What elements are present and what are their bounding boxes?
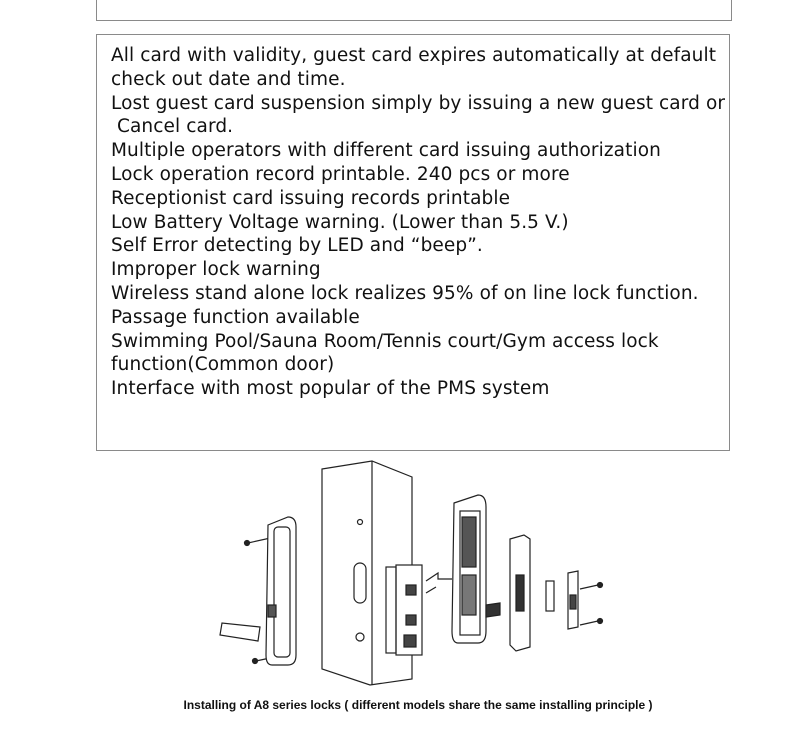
strike-box xyxy=(510,535,530,651)
feature-line: Interface with most popular of the PMS system xyxy=(111,378,550,400)
strike-plate xyxy=(546,571,578,629)
outer-handle-panel xyxy=(220,517,296,665)
feature-line: All card with validity, guest card expires automatically at default xyxy=(111,45,717,66)
top-frame xyxy=(96,0,732,21)
feature-line: Self Error detecting by LED and “beep”. xyxy=(111,235,483,257)
feature-line: Lock operation record printable. 240 pcs or more xyxy=(111,163,570,185)
feature-line: Passage function available xyxy=(111,306,360,328)
feature-line: check out date and time. xyxy=(111,68,346,90)
inner-lock-panel xyxy=(452,495,500,643)
feature-line: Improper lock warning xyxy=(111,259,321,281)
feature-line: Swimming Pool/Sauna Room/Tennis court/Gym access lock xyxy=(111,330,659,352)
mortise-lock-body xyxy=(386,565,452,655)
feature-line: Multiple operators with different card issuing authorization xyxy=(111,140,661,162)
feature-line: Cancel card. xyxy=(111,116,234,138)
screw-icon xyxy=(580,583,603,590)
feature-line: Lost guest card suspension simply by issuing a new guest card or xyxy=(111,92,726,114)
feature-line: Wireless stand alone lock realizes 95% of on line lock function. xyxy=(111,282,699,304)
screw-icon xyxy=(580,619,603,626)
features-panel xyxy=(96,34,730,451)
diagram-caption: Installing of A8 series locks ( different models share the same installing principle ) xyxy=(183,698,653,712)
feature-line: Receptionist card issuing records printable xyxy=(111,187,511,209)
lock-installation-diagram xyxy=(200,455,620,690)
feature-line: Low Battery Voltage warning. (Lower than 5.5 V.) xyxy=(111,211,569,233)
feature-line: function(Common door) xyxy=(111,354,335,376)
features-list xyxy=(111,44,726,401)
